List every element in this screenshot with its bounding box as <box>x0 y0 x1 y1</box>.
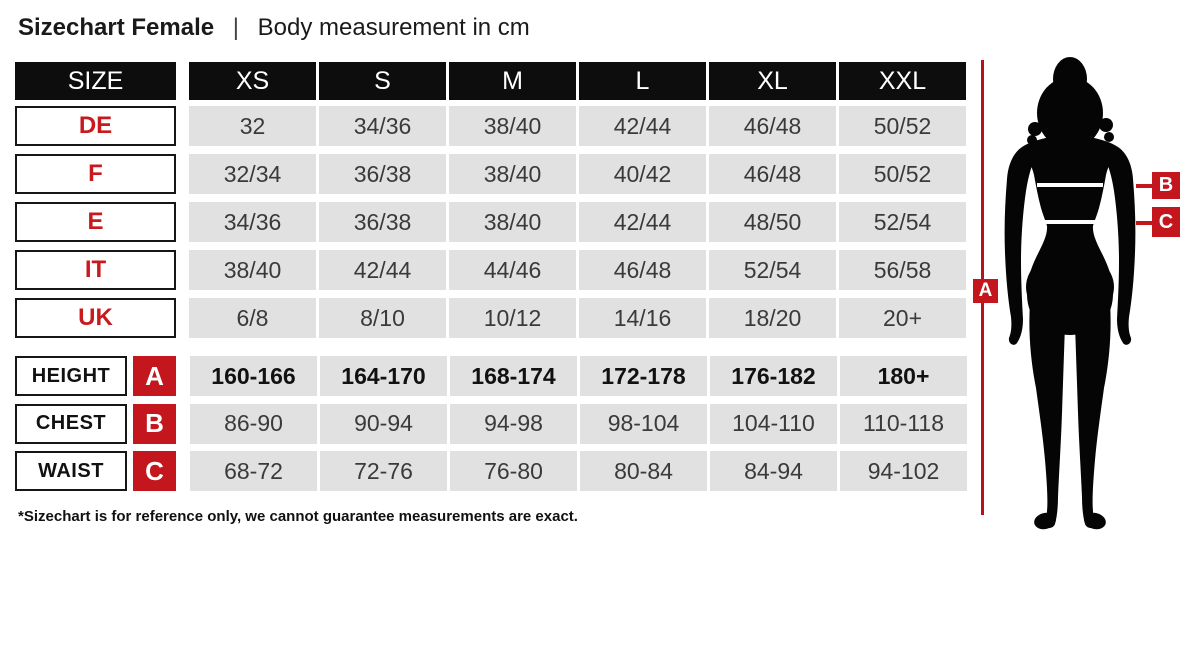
measurement-row-waist <box>15 451 970 491</box>
size-value-cell: 32 <box>189 106 316 146</box>
chest-measure-line <box>1037 183 1103 187</box>
measurement-value-cell: 86-90 <box>190 404 317 444</box>
size-row-uk <box>15 298 969 338</box>
marker-badge-c: C <box>133 451 176 491</box>
size-value-cell: 14/16 <box>579 298 706 338</box>
size-value-cell: 8/10 <box>319 298 446 338</box>
measurement-value-cell: 80-84 <box>580 451 707 491</box>
row-label: E <box>15 202 176 242</box>
size-value-cell: 48/50 <box>709 202 836 242</box>
size-value-cell: 46/48 <box>709 154 836 194</box>
size-value-cell: 6/8 <box>189 298 316 338</box>
waist-marker-tick <box>1136 221 1152 225</box>
size-column-headers <box>189 62 969 100</box>
size-value-cell: 18/20 <box>709 298 836 338</box>
size-value-cell: 40/42 <box>579 154 706 194</box>
size-value-cell: 20+ <box>839 298 966 338</box>
figure-marker-c: C <box>1152 207 1180 237</box>
measurement-value-cell: 172-178 <box>580 356 707 396</box>
size-value-cell: 38/40 <box>189 250 316 290</box>
size-value-cell: 38/40 <box>449 106 576 146</box>
chest-marker-tick <box>1136 184 1152 188</box>
column-header-m: M <box>449 62 576 100</box>
title-main: Sizechart Female <box>18 14 215 41</box>
size-value-cell: 38/40 <box>449 202 576 242</box>
size-value-cell: 50/52 <box>839 106 966 146</box>
measurement-value-cell: 94-102 <box>840 451 967 491</box>
size-value-cell: 46/48 <box>709 106 836 146</box>
row-label: F <box>15 154 176 194</box>
size-value-cell: 42/44 <box>579 202 706 242</box>
row-label: DE <box>15 106 176 146</box>
measurement-value-cell: 104-110 <box>710 404 837 444</box>
size-value-cell: 52/54 <box>709 250 836 290</box>
measurement-value-cell: 164-170 <box>320 356 447 396</box>
measurement-row-chest <box>15 404 970 444</box>
figure-marker-a: A <box>973 279 998 303</box>
figure-marker-b: B <box>1152 172 1180 199</box>
measurement-value-cell: 176-182 <box>710 356 837 396</box>
row-label: HEIGHT <box>15 356 127 396</box>
size-value-cell: 38/40 <box>449 154 576 194</box>
marker-badge-a: A <box>133 356 176 396</box>
size-value-cell: 34/36 <box>189 202 316 242</box>
measurement-value-cell: 160-166 <box>190 356 317 396</box>
size-row-it <box>15 250 969 290</box>
title-subtitle: Body measurement in cm <box>257 14 530 41</box>
footnote-text: *Sizechart is for reference only, we cannot guarantee measurements are exact. <box>18 508 578 525</box>
size-value-cell: 42/44 <box>319 250 446 290</box>
measurement-value-cell: 68-72 <box>190 451 317 491</box>
size-value-cell: 32/34 <box>189 154 316 194</box>
measurement-value-cell: 110-118 <box>840 404 967 444</box>
title-separator: | <box>232 14 239 41</box>
size-value-cell: 44/46 <box>449 250 576 290</box>
measurement-value-cell: 94-98 <box>450 404 577 444</box>
column-header-l: L <box>579 62 706 100</box>
size-value-cell: 10/12 <box>449 298 576 338</box>
column-header-xs: XS <box>189 62 316 100</box>
waist-measure-line <box>1044 220 1097 224</box>
size-value-cell: 52/54 <box>839 202 966 242</box>
measurement-value-cell: 72-76 <box>320 451 447 491</box>
column-header-xl: XL <box>709 62 836 100</box>
measurement-row-height <box>15 356 970 396</box>
size-row-de <box>15 106 969 146</box>
size-value-cell: 56/58 <box>839 250 966 290</box>
measurement-value-cell: 168-174 <box>450 356 577 396</box>
size-value-cell: 36/38 <box>319 154 446 194</box>
measurement-value-cell: 84-94 <box>710 451 837 491</box>
size-value-cell: 34/36 <box>319 106 446 146</box>
measurement-value-cell: 98-104 <box>580 404 707 444</box>
size-value-cell: 46/48 <box>579 250 706 290</box>
measurement-value-cell: 76-80 <box>450 451 577 491</box>
page-title <box>18 14 530 42</box>
measurement-value-cell: 180+ <box>840 356 967 396</box>
size-value-cell: 42/44 <box>579 106 706 146</box>
marker-badge-b: B <box>133 404 176 444</box>
column-header-xxl: XXL <box>839 62 966 100</box>
body-figure-panel <box>960 55 1200 535</box>
row-label: UK <box>15 298 176 338</box>
row-label: IT <box>15 250 176 290</box>
column-header-s: S <box>319 62 446 100</box>
size-value-cell: 50/52 <box>839 154 966 194</box>
measurement-value-cell: 90-94 <box>320 404 447 444</box>
size-header-cell: SIZE <box>15 62 176 100</box>
row-label: WAIST <box>15 451 127 491</box>
size-row-e <box>15 202 969 242</box>
size-value-cell: 36/38 <box>319 202 446 242</box>
row-label: CHEST <box>15 404 127 444</box>
size-row-f <box>15 154 969 194</box>
table-header-row <box>15 62 969 100</box>
